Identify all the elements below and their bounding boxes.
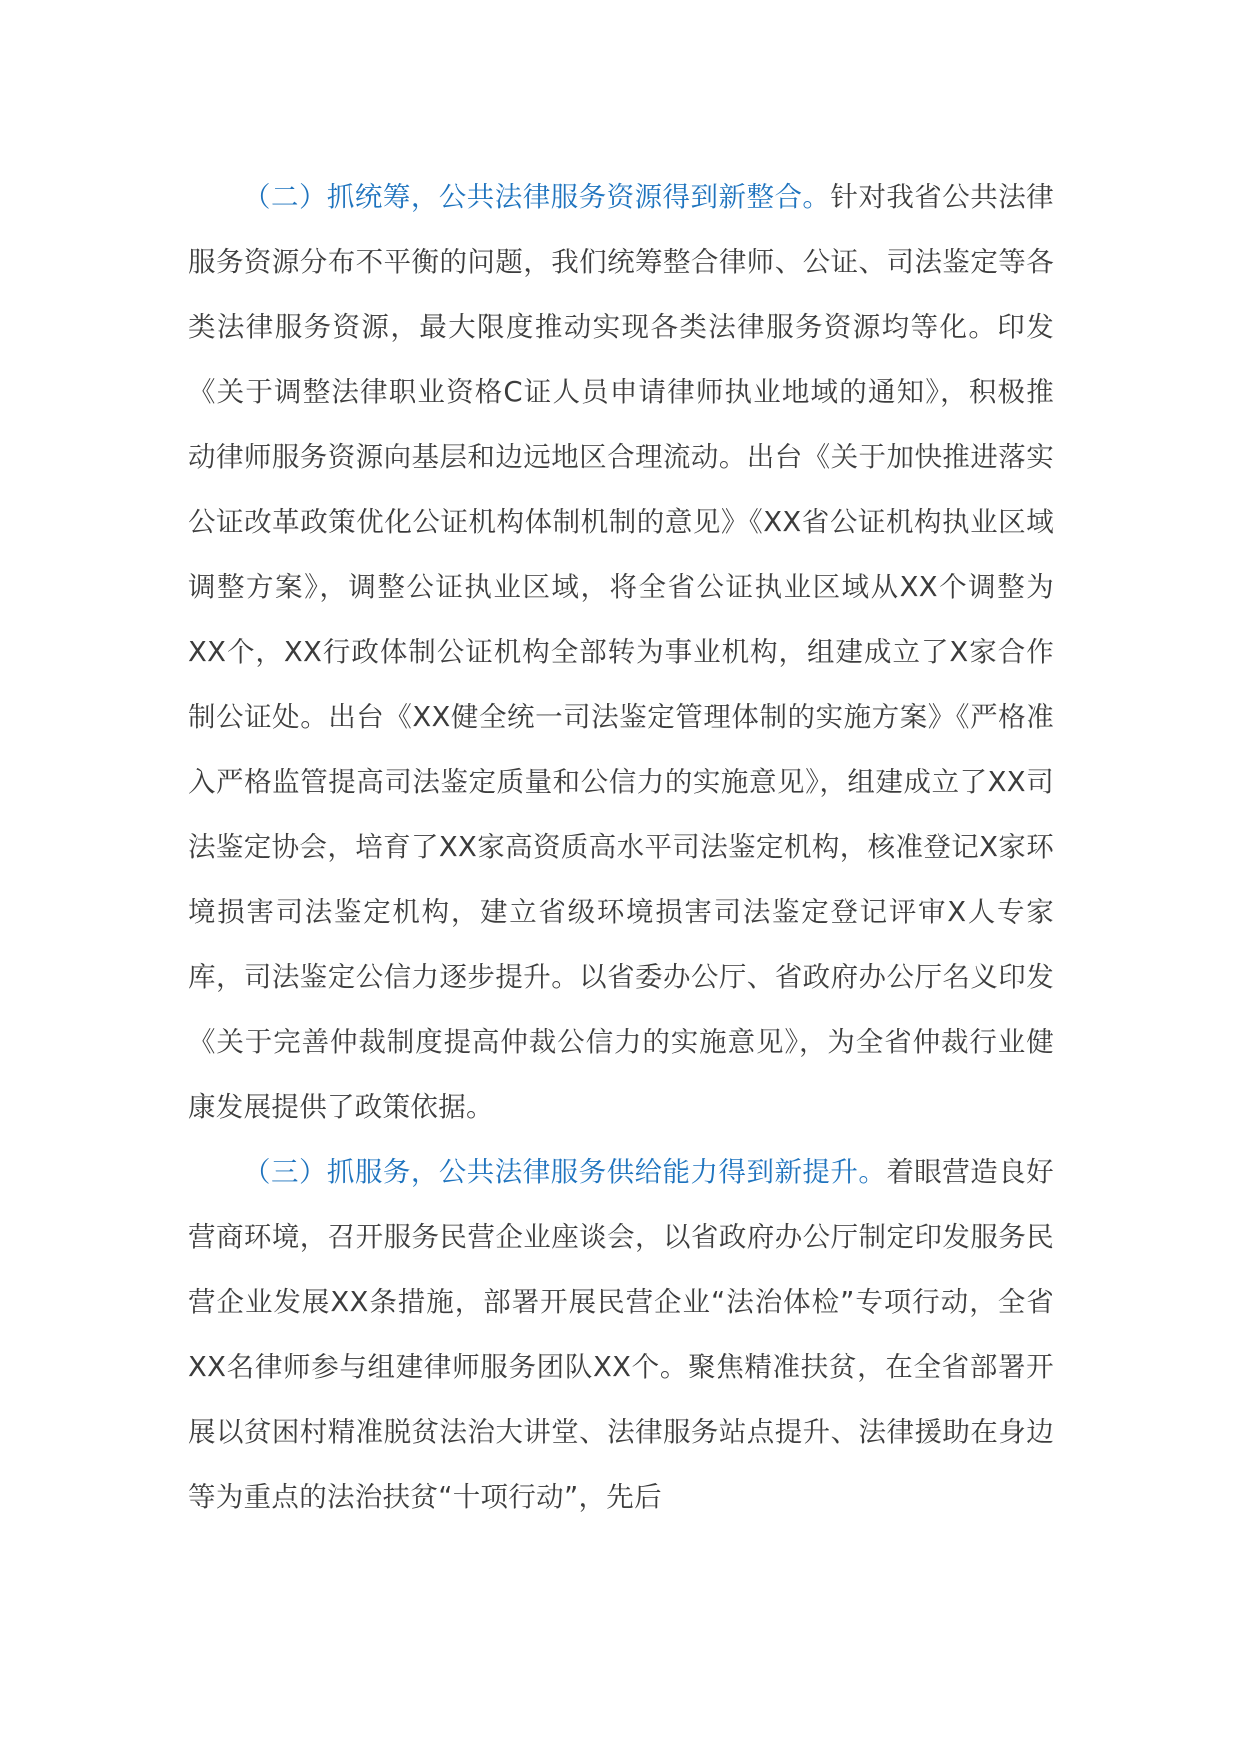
section-two-heading: （二）抓统筹，公共法律服务资源得到新整合。	[243, 181, 831, 213]
section-three-paragraph	[188, 1140, 1054, 1530]
section-two-body: 针对我省公共法律服务资源分布不平衡的问题，我们统筹整合律师、公证、司法鉴定等各类法律服务资源，最大限度推动实现各类法律服务资源均等化。印发《关于调整法律职业资格C证人员申请律师执业地域的通知》，积极推动律师服务资源向基层和边远地区合理流动。出台《关于加快推进落实公证改革政策优化公证机构体制机制的意见》《XX省公证机构执业区域调整方案》，调整公证执业区域，将全省公证执业区域从XX个调整为XX个，XX行政体制公证机构全部转为事业机构，组建成立了X家合作制公证处。出台《XX健全统一司法鉴定管理体制的实施方案》《严格准入严格监管提高司法鉴定质量和公信力的实施意见》，组建成立了XX司法鉴定协会，培育了XX家高资质高水平司法鉴定机构，核准登记X家环境损害司法鉴定机构，建立省级环境损害司法鉴定登记评审X人专家库，司法鉴定公信力逐步提升。以省委办公厅、省政府办公厅名义印发《关于完善仲裁制度提高仲裁公信力的实施意见》，为全省仲裁行业健康发展提供了政策依据。	[188, 181, 1054, 1123]
document-body	[188, 165, 1054, 1530]
section-three-body: 着眼营造良好营商环境，召开服务民营企业座谈会，以省政府办公厅制定印发服务民营企业发展XX条措施，部署开展民营企业“法治体检”专项行动，全省XX名律师参与组建律师服务团队XX个。聚焦精准扶贫，在全省部署开展以贫困村精准脱贫法治大讲堂、法律服务站点提升、法律援助在身边等为重点的法治扶贫“十项行动”，先后	[188, 1156, 1054, 1513]
section-three-heading: （三）抓服务，公共法律服务供给能力得到新提升。	[243, 1156, 887, 1188]
section-two-paragraph	[188, 165, 1054, 1140]
